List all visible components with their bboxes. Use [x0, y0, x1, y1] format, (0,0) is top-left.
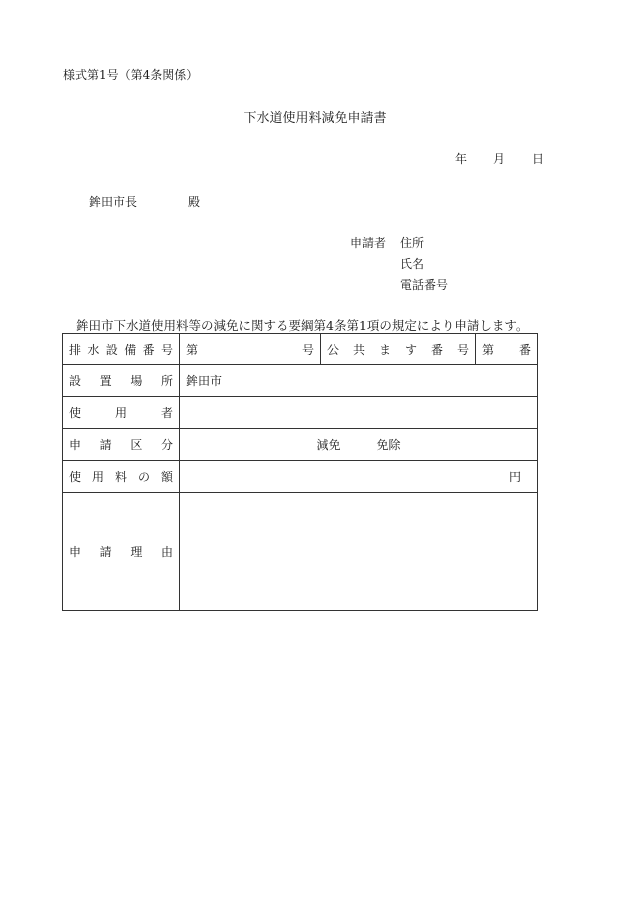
drain-number-prefix: 第: [186, 342, 199, 357]
addressee-name: 鉾田市長: [89, 195, 138, 209]
location-row: [63, 365, 538, 397]
document-title: 下水道使用料減免申請書: [243, 111, 387, 126]
public-basin-label: 公共ます番号: [321, 334, 476, 365]
category-option-reduction[interactable]: 減免: [316, 438, 341, 452]
form-number: 様式第1号（第4条関係）: [63, 68, 199, 82]
date-month-label: 月: [493, 152, 506, 166]
public-basin-prefix: 第: [482, 342, 495, 357]
date-day-label: 日: [532, 152, 545, 166]
application-statement: 鉾田市下水道使用料等の減免に関する要綱第4条第1項の規定により申請します。: [76, 318, 529, 333]
date-year-label: 年: [455, 152, 468, 166]
user-label: 使用者: [63, 397, 180, 429]
location-field[interactable]: [180, 365, 538, 397]
user-field[interactable]: [180, 397, 538, 429]
drain-number-row: [63, 334, 538, 365]
addressee-honorific: 殿: [188, 195, 201, 209]
category-row: [63, 429, 538, 461]
fee-field[interactable]: [180, 461, 538, 493]
reason-row: [63, 493, 538, 611]
applicant-name-label: 氏名: [400, 257, 425, 271]
drain-number-label: 排水設備番号: [63, 334, 180, 365]
category-field[interactable]: [180, 429, 538, 461]
applicant-address-label: 住所: [400, 236, 425, 250]
drain-number-field[interactable]: [180, 334, 321, 365]
public-basin-suffix: 番: [518, 342, 531, 357]
application-form-table: [62, 333, 538, 611]
fee-unit: 円: [508, 470, 521, 484]
location-label: 設置場所: [63, 365, 180, 397]
category-option-exemption[interactable]: 免除: [376, 438, 401, 452]
applicant-label: 申請者: [350, 236, 387, 250]
user-row: [63, 397, 538, 429]
fee-row: [63, 461, 538, 493]
location-value: 鉾田市: [186, 374, 223, 388]
drain-number-suffix: 号: [301, 342, 314, 357]
fee-label: 使用料の額: [63, 461, 180, 493]
reason-label: 申請理由: [63, 493, 180, 611]
applicant-phone-label: 電話番号: [400, 278, 449, 292]
category-label: 申請区分: [63, 429, 180, 461]
reason-field[interactable]: [180, 493, 538, 611]
public-basin-field[interactable]: [476, 334, 538, 365]
